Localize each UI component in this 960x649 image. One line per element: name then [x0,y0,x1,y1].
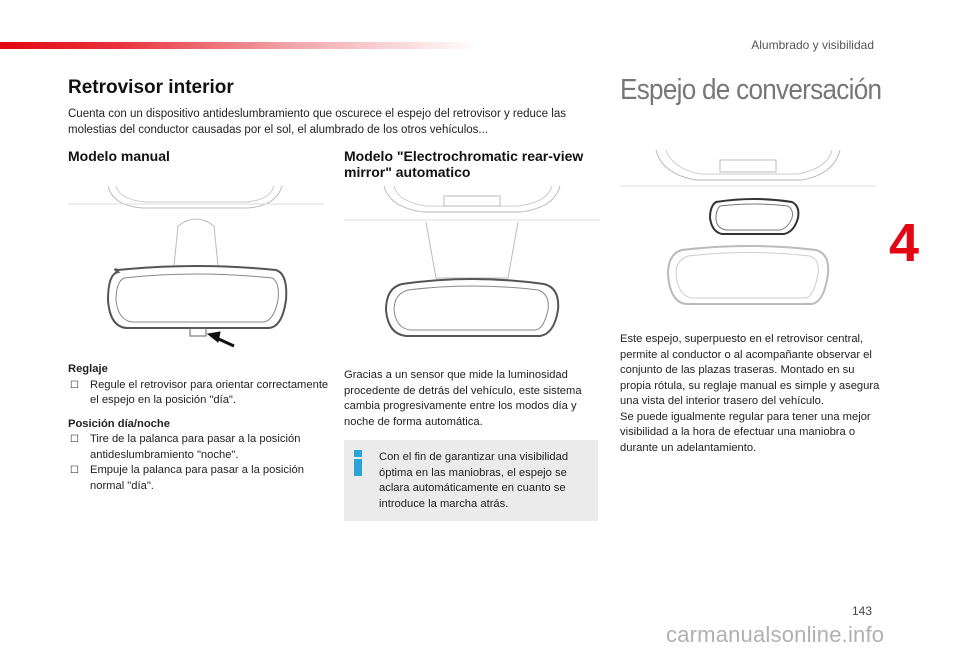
day-night-label: Posición día/noche [68,417,170,430]
conversation-mirror-illustration [620,146,876,314]
list-item: ☐ Tire de la palanca para pasar a la posición antideslumbramiento "noche". [70,433,301,461]
electrochromatic-mirror-illustration [344,182,600,350]
list-item: ☐ Regule el retrovisor para orientar correctamente el espejo en la posición "día". [70,378,329,406]
conversation-paragraph-1: Este espejo, superpuesto en el retrovisor central, permite al conductor o al acompañante observar el conjunto de las plazas traseras. Montado en su propia rótula, su reglaje manual es simple y asegura una vista del interior trasero del vehículo. [620,333,880,407]
conversation-mirror-title: Espejo de conversación [620,74,882,106]
adjust-label: Reglaje [68,363,108,375]
manual-mirror-illustration [68,182,324,350]
intro-paragraph: Cuenta con un dispositivo antideslumbramiento que oscurece el espejo del retrovisor y reduce las molestias del conductor causadas por el sol, el alumbrado de los otros vehículos... [68,108,566,136]
info-text: Con el fin de garantizar una visibilidad óptima en las maniobras, el espejo se aclara automáticamente en cuanto se introduce la marcha atrás. [379,451,569,510]
conversation-paragraph-2: Se puede igualmente regular para tener una mejor visibilidad a la hora de efectuar una maniobra o durante un adelantamiento. [620,410,871,454]
electro-model-heading: Modelo "Electrochromatic rear-view mirror" automatico [344,148,584,180]
page-number: 143 [852,604,873,618]
manual-model-heading: Modelo manual [68,148,170,164]
info-icon [353,450,363,476]
header-accent-bar [0,42,480,49]
checkbox-bullet-icon: ☐ [70,379,79,391]
watermark: carmanualsonline.info [666,622,885,647]
conversation-mirror-text [620,332,882,456]
checkbox-bullet-icon: ☐ [70,434,79,445]
checkbox-bullet-icon: ☐ [70,465,79,476]
info-box [344,440,598,521]
section-title: Alumbrado y visibilidad [751,38,874,52]
chapter-number: 4 [889,213,920,273]
electro-model-text: Gracias a un sensor que mide la luminosidad procedente de detrás del vehículo, este sistema cambia progresivamente entre los modos día y noche de forma automática. [344,369,582,428]
page-title: Retrovisor interior [68,77,234,98]
list-item: ☐ Empuje la palanca para pasar a la posición normal "día". [70,464,304,492]
manual-model-text [68,362,330,494]
